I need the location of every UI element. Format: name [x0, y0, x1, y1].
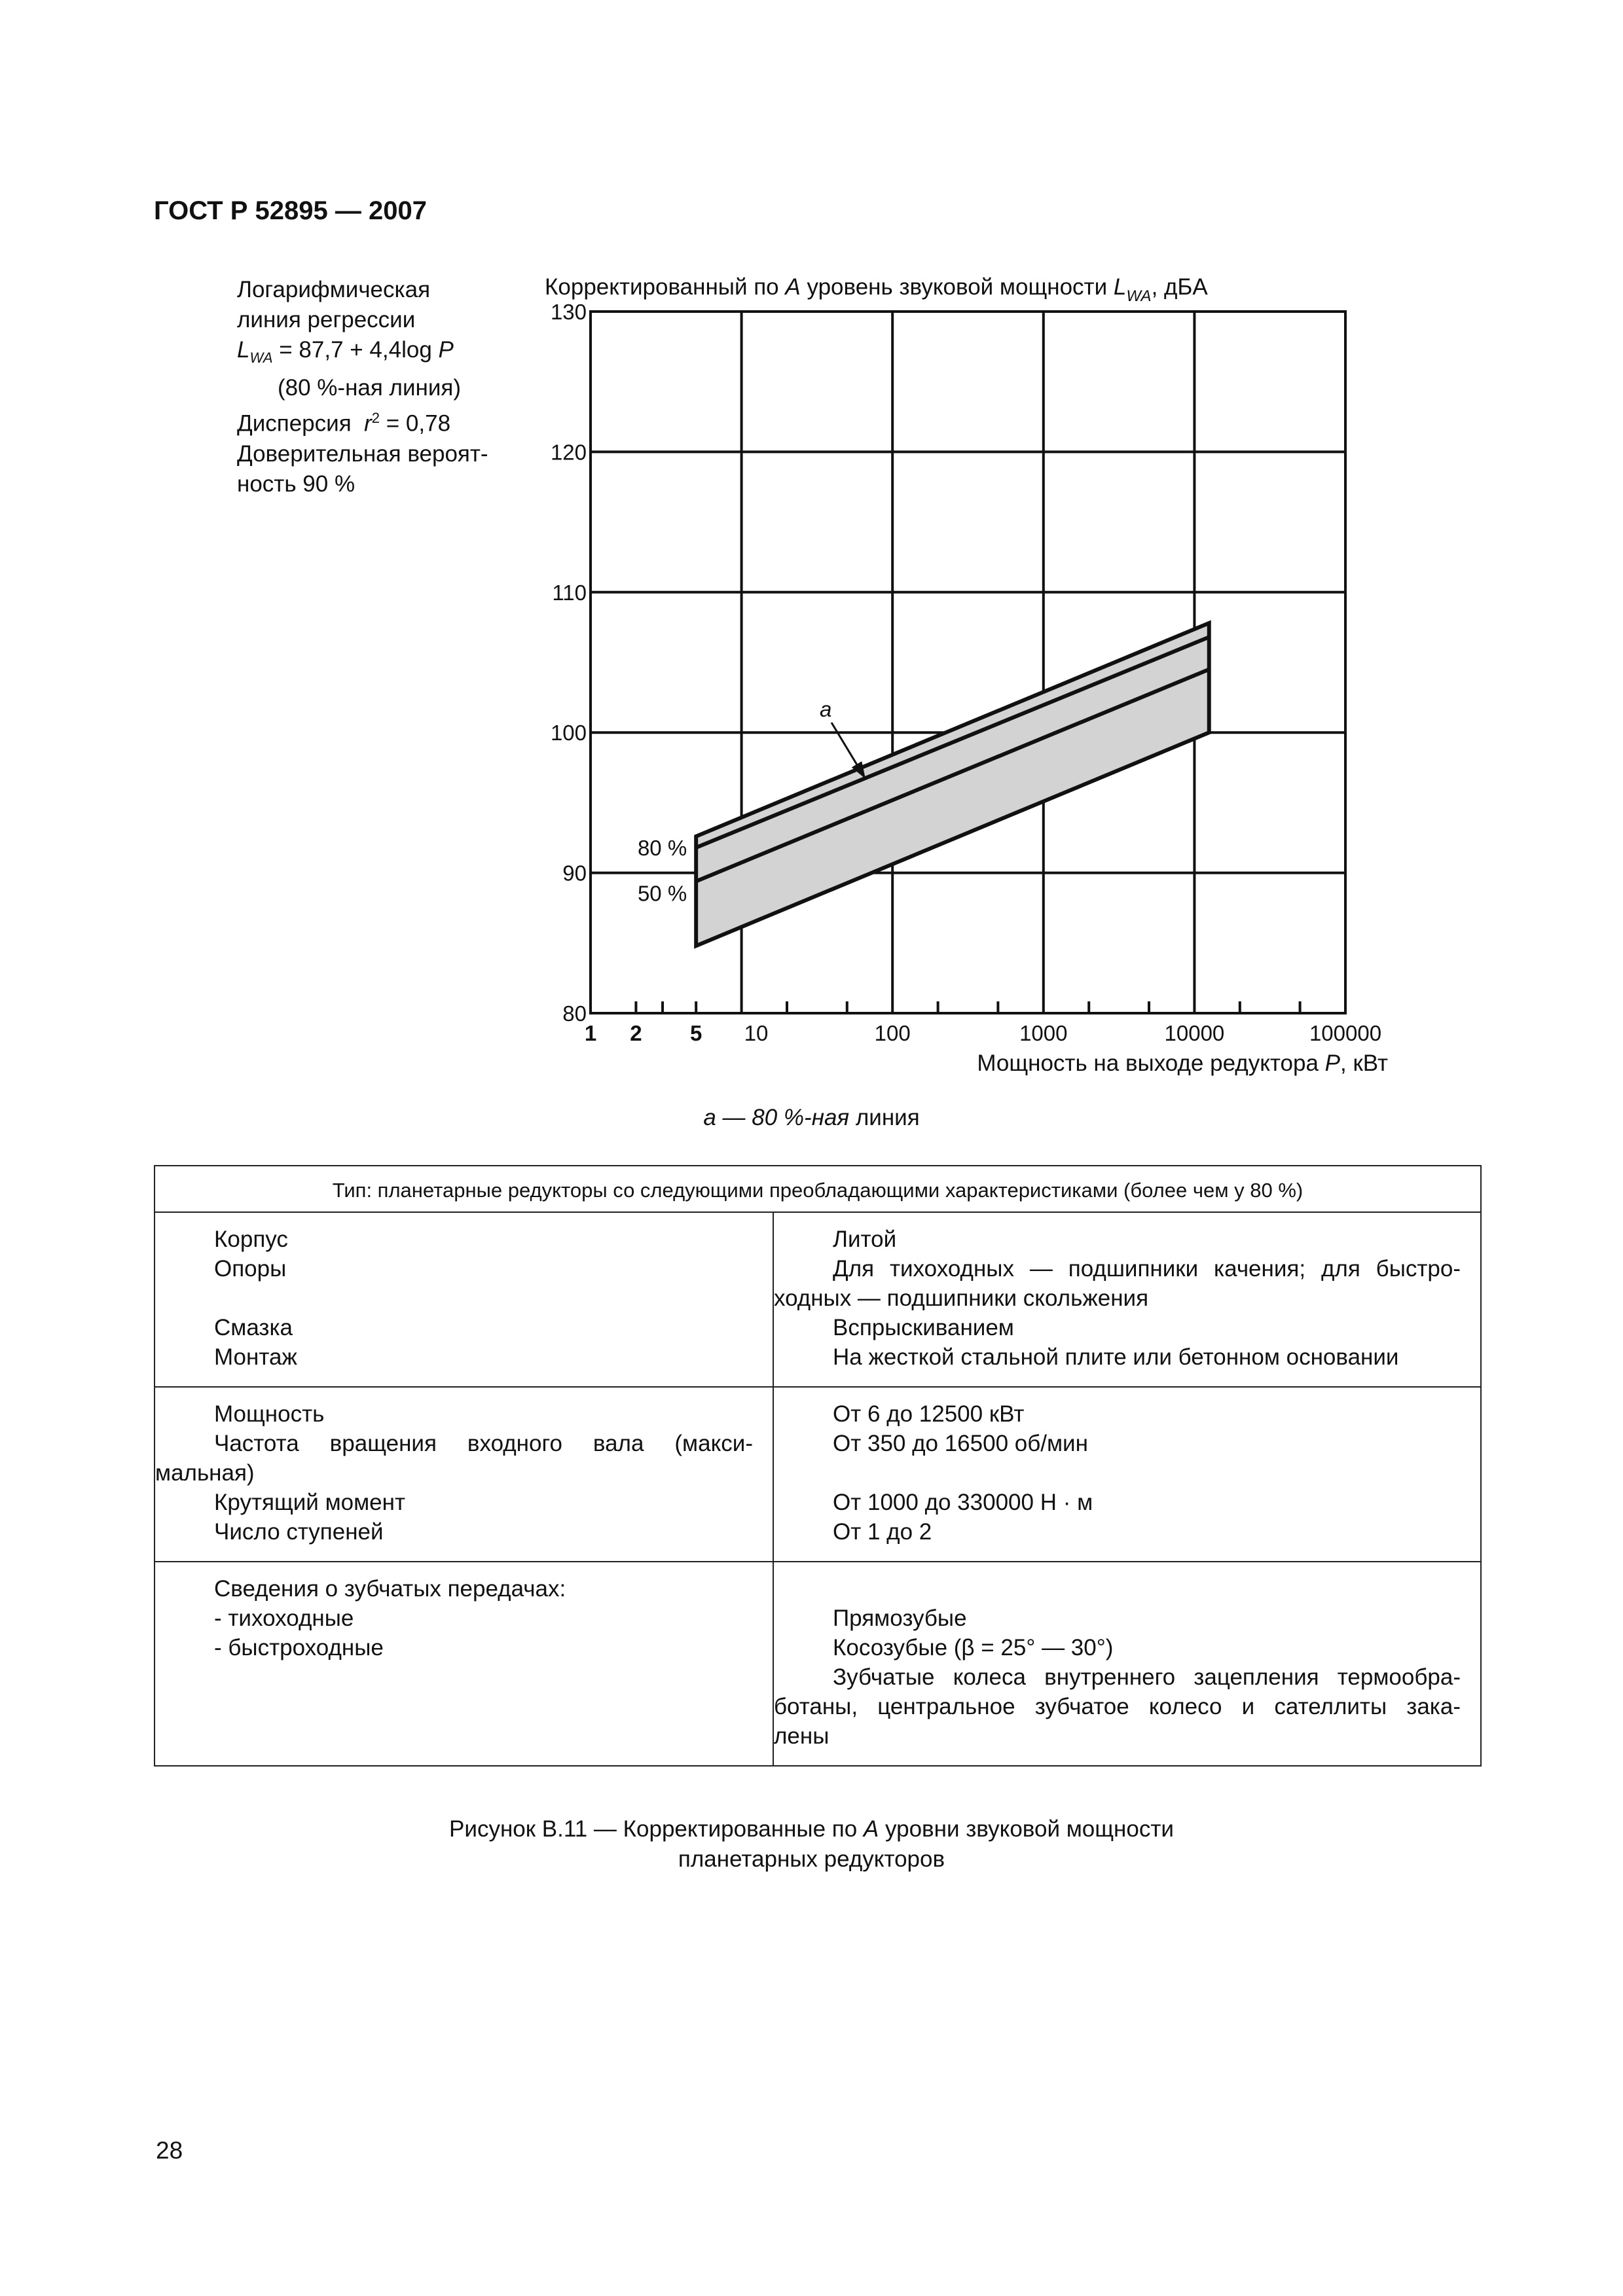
cell-line: От 350 до 16500 об/мин	[833, 1431, 1088, 1456]
annotation-a-label: a	[820, 697, 832, 721]
x-label-unit: , кВт	[1340, 1050, 1388, 1076]
cell-line: ботаны, центральное зубчатое колесо и сателлиты зака-	[774, 1694, 1461, 1719]
figure-caption-suffix: уровни звуковой мощности	[885, 1816, 1174, 1842]
cell-line: Частота вращения входного вала (макси-	[214, 1431, 753, 1456]
table-header: Тип: планетарные редукторы со следующими преобладающими характеристиками (более чем у 80 %)	[155, 1166, 1481, 1212]
chart-title-italic: A	[785, 274, 801, 300]
document-code-header: ГОСТ Р 52895 — 2007	[154, 196, 427, 225]
chart-title-text: Корректированный по	[545, 274, 786, 300]
table-row	[155, 1212, 1481, 1387]
x-tick-label: 5	[690, 1021, 702, 1045]
x-tick-label: 2	[630, 1021, 642, 1045]
chart-title-text: уровень звуковой мощности	[800, 274, 1114, 300]
x-tick-label: 10	[744, 1021, 769, 1045]
caption-a-text: — 80 %-ная	[716, 1105, 850, 1130]
chart-title	[545, 274, 1208, 305]
figure-caption-prefix: Рисунок В.11 — Корректированные по	[449, 1816, 858, 1842]
x-axis-label	[977, 1050, 1388, 1076]
legend-line-6: Доверительная вероят-	[237, 440, 488, 467]
figure-caption-line-1	[0, 1814, 1623, 1844]
cell-line: Число ступеней	[214, 1519, 384, 1545]
table-cell-right	[773, 1387, 1481, 1562]
chart-title-symbol: L	[1113, 274, 1127, 300]
x-axis-ticks	[585, 1001, 1381, 1045]
legend-line-1: Логарифмическая	[237, 277, 431, 302]
formula-subscript: WA	[249, 350, 273, 366]
table-cell-right	[773, 1562, 1481, 1766]
characteristics-table	[154, 1165, 1482, 1767]
chart-title-unit: , дБA	[1151, 274, 1208, 300]
y-axis-ticks	[551, 300, 587, 1026]
cell-line	[833, 1574, 1461, 1604]
cell-line: - тихоходные	[214, 1605, 354, 1631]
y-tick-label: 110	[552, 580, 587, 605]
caption-a-rest: линия	[849, 1105, 920, 1130]
cell-line: Опоры	[214, 1256, 287, 1282]
dispersion-label: Дисперсия	[237, 410, 352, 437]
figure-caption	[0, 1814, 1623, 1874]
legend-line-2: линия регрессии	[237, 307, 416, 332]
table-header-row	[155, 1166, 1481, 1212]
figure-caption-line-2: планетарных редукторов	[678, 1846, 945, 1872]
x-tick-label: 100000	[1309, 1021, 1382, 1045]
x-tick-label: 10000	[1164, 1021, 1225, 1045]
series-label-50: 50 %	[637, 881, 687, 906]
formula-body: = 87,7 + 4,4log	[279, 337, 432, 363]
dispersion-value: = 0,78	[386, 410, 451, 437]
y-tick-label: 80	[562, 1001, 587, 1026]
x-tick-label: 1000	[1019, 1021, 1068, 1045]
y-tick-label: 130	[550, 300, 587, 324]
y-tick-label: 90	[562, 861, 587, 886]
page-number: 28	[156, 2137, 183, 2164]
cell-line: лены	[774, 1723, 830, 1749]
figure-caption-italic: A	[863, 1816, 879, 1842]
cell-line: От 6 до 12500 кВт	[833, 1401, 1025, 1427]
cell-line: - быстроходные	[214, 1635, 384, 1660]
dispersion-symbol: r	[364, 410, 372, 437]
table-cell-left	[155, 1387, 773, 1562]
x-label-text: Мощность на выходе редуктора	[977, 1050, 1325, 1076]
table-cell-right	[773, 1212, 1481, 1387]
cell-line: От 1 до 2	[833, 1519, 932, 1545]
chart-title-subscript: WA	[1126, 287, 1152, 305]
x-tick-label: 1	[584, 1021, 597, 1045]
table-cell-left	[155, 1212, 773, 1387]
line-50-percent	[696, 670, 1209, 882]
cell-line: От 1000 до 330000 Н · м	[833, 1490, 1093, 1515]
cell-line: Сведения о зубчатых передачах:	[214, 1576, 566, 1602]
series-label-80: 80 %	[637, 836, 687, 861]
y-tick-label: 100	[550, 721, 587, 745]
cell-line: На жесткой стальной плите или бетонном основании	[833, 1344, 1399, 1370]
cell-line: Зубчатые колеса внутреннего зацепления термообра-	[833, 1664, 1461, 1690]
cell-line: Прямозубые	[833, 1605, 967, 1631]
cell-line: Монтаж	[214, 1344, 297, 1370]
table-cell-left	[155, 1562, 773, 1766]
table-row	[155, 1562, 1481, 1766]
cell-line: ходных — подшипники скольжения	[774, 1285, 1149, 1311]
formula-variable: P	[438, 337, 454, 363]
annotation-caption	[0, 1105, 1623, 1131]
caption-a-italic	[703, 1105, 849, 1130]
y-tick-label: 120	[550, 440, 587, 465]
cell-line: Вспрыскиванием	[833, 1315, 1014, 1340]
table-row	[155, 1387, 1481, 1562]
cell-line: Мощность	[214, 1401, 325, 1427]
cell-line: Для тихоходных — подшипники качения; для быстро-	[833, 1256, 1461, 1282]
cell-line: мальная)	[155, 1460, 255, 1486]
legend-line-7: ность 90 %	[237, 471, 356, 497]
cell-line: Крутящий момент	[214, 1490, 405, 1515]
x-tick-label: 100	[874, 1021, 911, 1045]
dispersion-exponent: 2	[371, 410, 380, 426]
cell-line	[155, 1283, 753, 1313]
confidence-band	[696, 623, 1209, 946]
cell-line: Косозубые (β = 25° — 30°)	[833, 1635, 1114, 1660]
x-label-symbol: P	[1324, 1050, 1341, 1076]
cell-line: Смазка	[214, 1315, 293, 1340]
cell-line: Корпус	[214, 1227, 288, 1252]
caption-a-letter: a	[703, 1105, 716, 1130]
cell-line	[833, 1458, 1461, 1488]
formula-symbol: L	[237, 337, 250, 363]
legend-line-4: (80 %-ная линия)	[278, 375, 462, 401]
cell-line: Литой	[833, 1227, 897, 1252]
